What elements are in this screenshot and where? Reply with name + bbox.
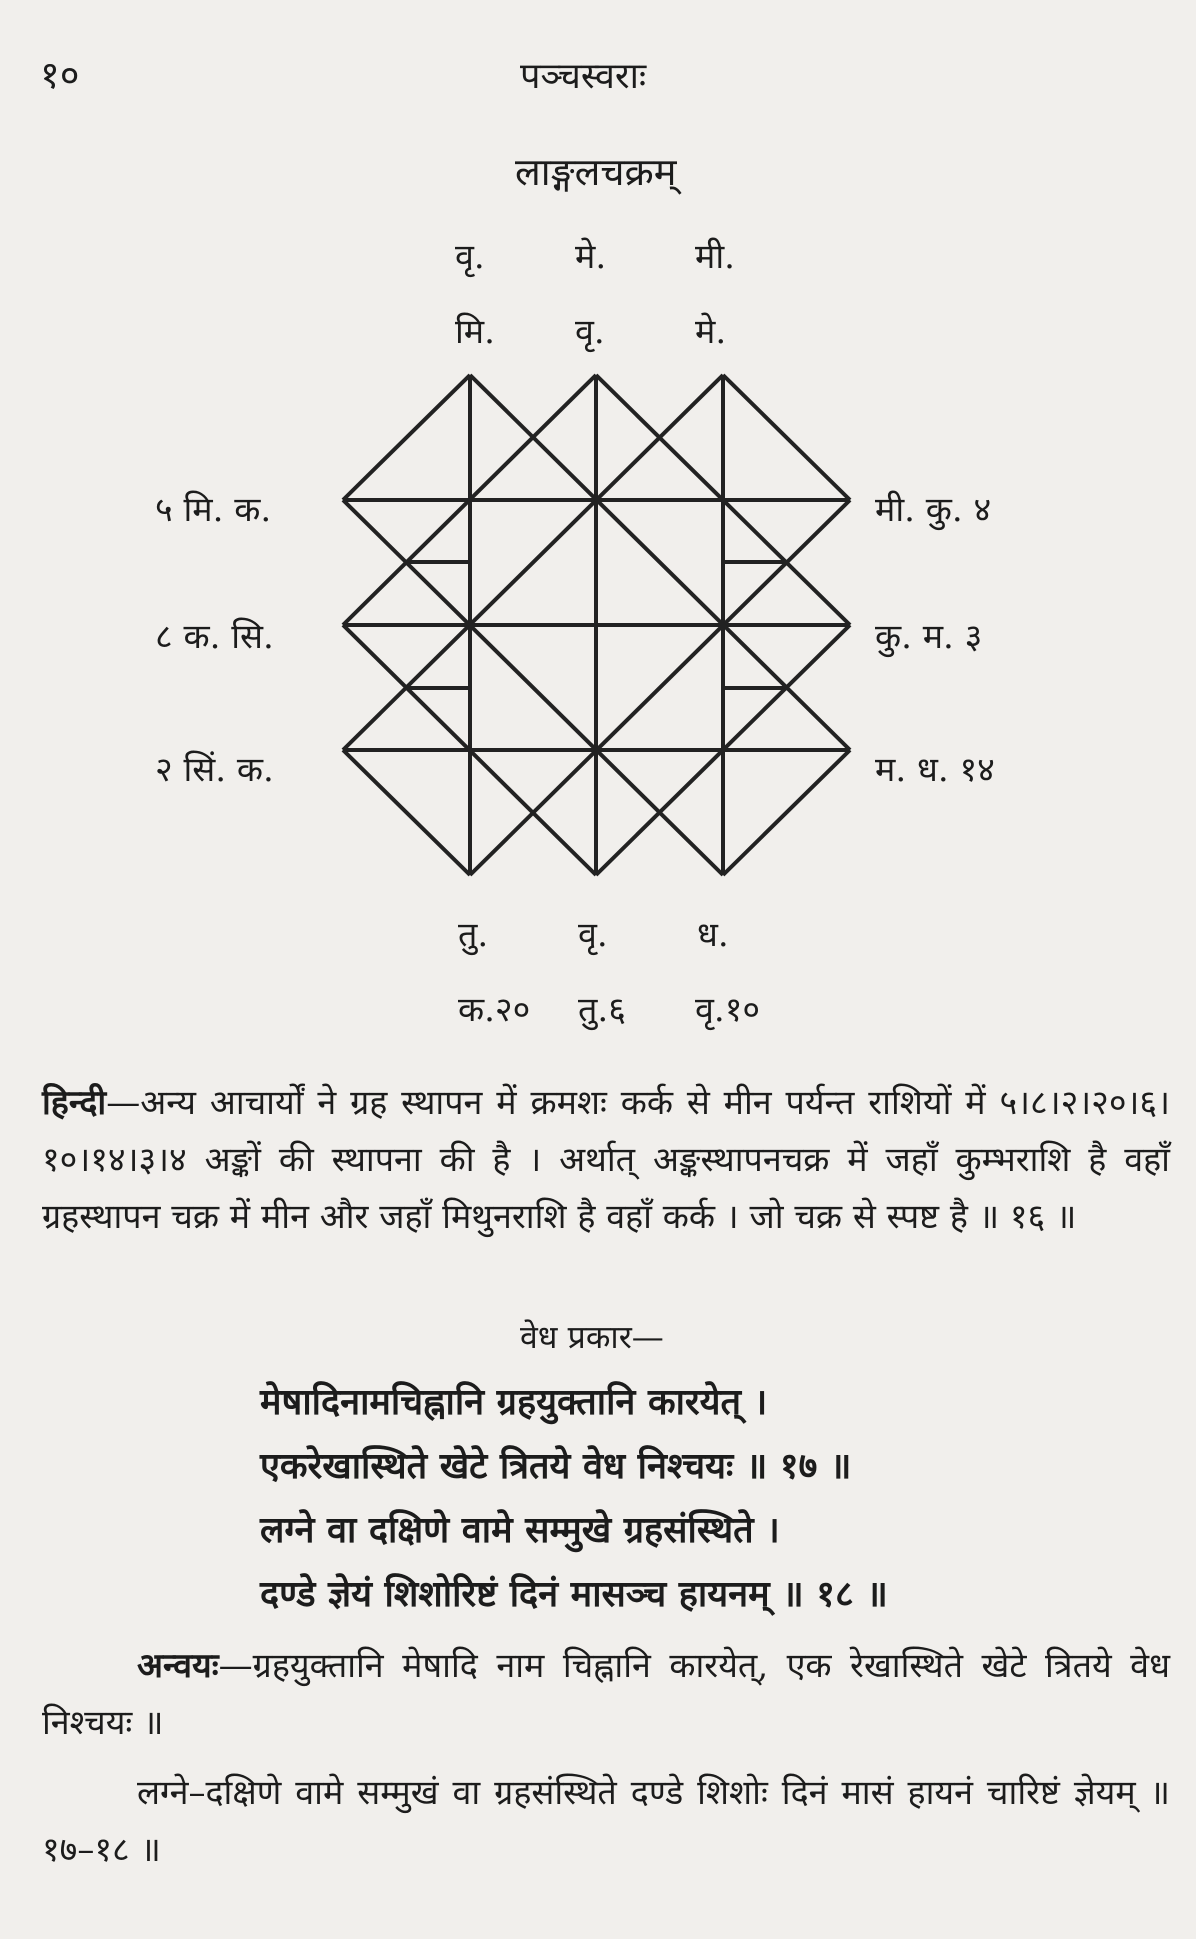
final-paragraph: लग्ने–दक्षिणे वामे सम्मुखं वा ग्रहसंस्थिते दण्डे शिशोः दिनं मासं हायनं चारिष्टं ज्ञेयम् ॥ १७–१८ ॥: [42, 1773, 1170, 1870]
chart-left-label: ८ क. सि.: [155, 617, 274, 657]
chart-top-label: मे.: [575, 237, 607, 277]
chart-top-label: वृ.: [455, 237, 485, 277]
chart-bottom-label: वृ.१०: [695, 990, 761, 1030]
hindi-text: —अन्य आचार्यों ने ग्रह स्थापन में क्रमशः कर्क से मीन पर्यन्त राशियों में ५।८।२।२०।६।१०।१४।३।४ अङ्कों की स्थापना की है । अर्थात् अङ्कस्थापनचक्र में जहाँ कुम्भराशि है वहाँ ग्रहस्थापन चक्र में मीन और जहाँ मिथुनराशि है वहाँ कर्क । जो चक्र से स्पष्ट है ॥ १६ ॥: [42, 1083, 1170, 1237]
chart-right-label: म. ध. १४: [875, 750, 995, 790]
chart-bottom-label: क.२०: [458, 990, 531, 1030]
chart-right-label: कु. म. ३: [875, 617, 983, 657]
chart-line: [343, 375, 470, 500]
anvaya-paragraph: [42, 1638, 1170, 1752]
anvaya-text: —ग्रहयुक्तानि मेषादि नाम चिह्नानि कारयेत्, एक रेखास्थिते खेटे त्रितये वेध निश्चयः ॥: [42, 1646, 1170, 1743]
chart-line: [723, 750, 850, 875]
chart-left-label: २ सिं. क.: [155, 750, 274, 790]
anvaya-label: अन्वयः: [137, 1646, 219, 1686]
chart-line: [723, 375, 850, 500]
verse-line: एकरेखास्थिते खेटे त्रितये वेध निश्चयः ॥ १७ ॥: [260, 1445, 852, 1487]
chart-line: [343, 750, 470, 875]
chart-line: [343, 500, 723, 875]
chart-right-label: मी. कु. ४: [875, 490, 992, 530]
chart-bottom-label: ध.: [697, 915, 729, 955]
section-heading: वेध प्रकार—: [520, 1318, 664, 1356]
verse-line: दण्डे ज्ञेयं शिशोरिष्टं दिनं मासञ्च हायनम् ॥ १८ ॥: [260, 1573, 888, 1615]
verse-line: मेषादिनामचिह्नानि ग्रहयुक्तानि कारयेत् ।: [260, 1381, 768, 1423]
chart-line: [343, 375, 723, 750]
chart-top-label: मी.: [695, 237, 735, 277]
chart-title: लाङ्गलचक्रम्: [515, 150, 677, 194]
hindi-paragraph: [42, 1075, 1170, 1246]
chart-line: [470, 375, 850, 750]
verse-line: लग्ने वा दक्षिणे वामे सम्मुखे ग्रहसंस्थिते ।: [260, 1509, 780, 1551]
chart-top-label: वृ.: [575, 312, 605, 352]
chart-line: [470, 500, 850, 875]
chart-bottom-label: तु.: [458, 915, 489, 955]
hindi-label: हिन्दी: [42, 1083, 107, 1123]
chart-left-label: ५ मि. क.: [155, 490, 272, 530]
chart-top-label: मि.: [455, 312, 495, 352]
page-number: १०: [40, 53, 80, 97]
running-title: पञ्चस्वराः: [520, 56, 647, 97]
chart-bottom-label: वृ.: [578, 915, 608, 955]
chart-bottom-label: तु.६: [578, 990, 626, 1030]
chart-top-label: मे.: [695, 312, 727, 352]
